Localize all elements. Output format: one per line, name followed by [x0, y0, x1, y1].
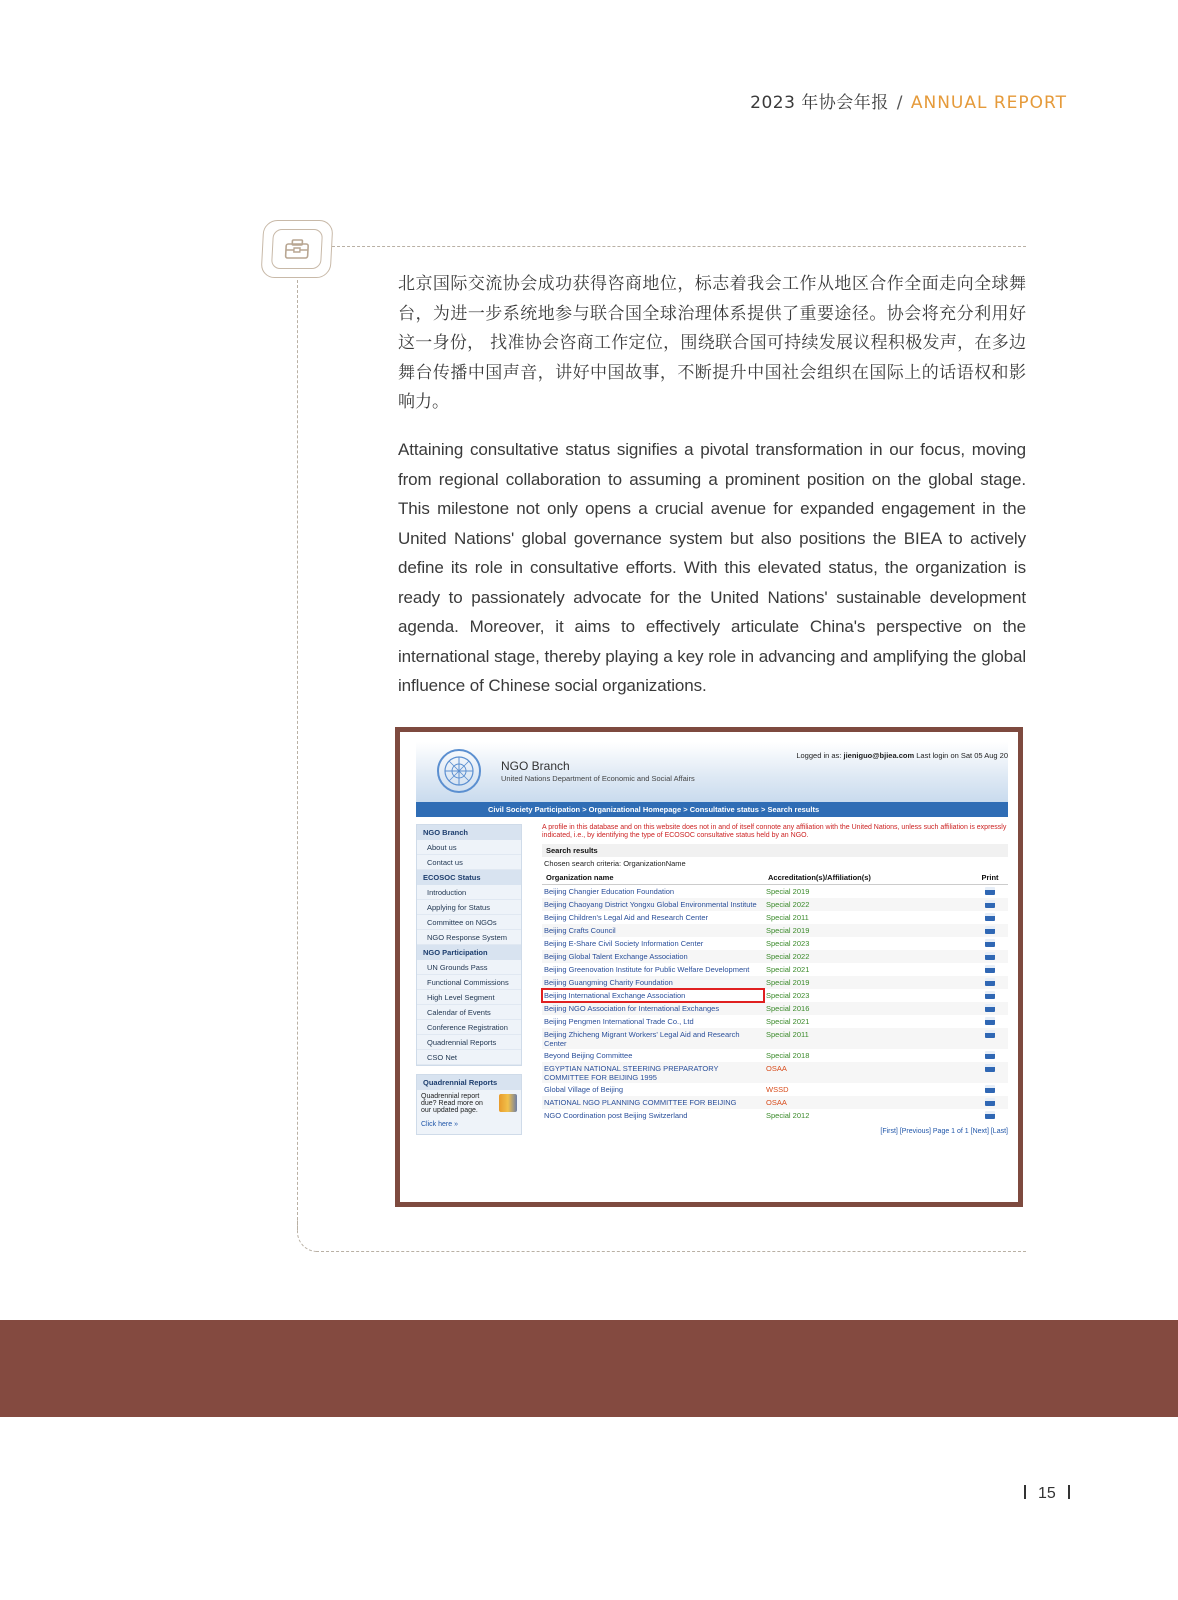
dashed-divider-bottom — [316, 1251, 1026, 1252]
organization-name-link[interactable]: Beijing Children's Legal Aid and Research Center — [544, 912, 709, 922]
print-cell — [972, 1062, 1008, 1083]
accreditation-value: WSSD — [766, 1084, 789, 1094]
report-header — [750, 88, 1067, 113]
printer-icon[interactable] — [985, 1064, 995, 1072]
printer-icon[interactable] — [985, 900, 995, 908]
sidebar-item-functional-commissions[interactable]: Functional Commissions — [417, 975, 521, 990]
results-header-row — [542, 871, 1008, 885]
sidebar-item-high-level[interactable]: High Level Segment — [417, 990, 521, 1005]
page-bar-left — [1024, 1485, 1026, 1499]
sidebar-item-response-system[interactable]: NGO Response System — [417, 930, 521, 945]
print-cell — [972, 885, 1008, 899]
ngo-branch-subtitle: United Nations Department of Economic and Social Affairs — [501, 774, 695, 783]
header-cn-title: 2023 年协会年报 — [750, 93, 889, 113]
printer-icon[interactable] — [985, 991, 995, 999]
section-badge — [260, 220, 333, 278]
table-row — [542, 1049, 1008, 1062]
dashed-divider-left — [297, 280, 298, 1230]
print-cell — [972, 1083, 1008, 1096]
print-cell — [972, 898, 1008, 911]
table-row — [542, 950, 1008, 963]
table-row — [542, 937, 1008, 950]
table-row — [542, 885, 1008, 899]
sidebar-item-applying[interactable]: Applying for Status — [417, 900, 521, 915]
sidebar-item-grounds-pass[interactable]: UN Grounds Pass — [417, 960, 521, 975]
organization-name-link[interactable]: Beijing International Exchange Association — [542, 989, 764, 1002]
printer-icon[interactable] — [985, 1004, 995, 1012]
pagination[interactable]: [First] [Previous] Page 1 of 1 [Next] [Last] — [880, 1128, 1008, 1135]
table-row — [542, 963, 1008, 976]
organization-name-link[interactable]: Beijing Changier Education Foundation — [544, 886, 675, 896]
accreditation-value: Special 2021 — [766, 964, 810, 974]
login-suffix: Last login on Sat 05 Aug 20 — [916, 751, 1008, 760]
table-row — [542, 976, 1008, 989]
sidebar-item-contact-us[interactable]: Contact us — [417, 855, 521, 870]
quadrennial-text-block — [417, 1090, 521, 1119]
accreditation-value: Special 2019 — [766, 886, 810, 896]
accreditation-value: Special 2023 — [766, 990, 810, 1000]
disclaimer-text: A profile in this database and on this website does not in and of itself connote any affiliation with the United Nations, unless such affiliation is expressly indicated, i.e., by identifying the type of ECOSOC consultative status held by an NGO. — [542, 824, 1007, 839]
sidebar-item-cso-net[interactable]: CSO Net — [417, 1050, 521, 1065]
results-body — [542, 885, 1008, 1123]
print-cell — [972, 937, 1008, 950]
table-row — [542, 1062, 1008, 1083]
organization-name-link[interactable]: Beijing Pengmen International Trade Co., Ltd — [544, 1016, 694, 1026]
login-info — [796, 751, 1008, 760]
accreditation-value: OSAA — [764, 1062, 972, 1083]
column-organization-name[interactable]: Organization name — [542, 871, 764, 885]
printer-icon[interactable] — [985, 913, 995, 921]
table-row — [542, 1083, 1008, 1096]
table-row — [542, 911, 1008, 924]
chinese-paragraph: 北京国际交流协会成功获得咨商地位，标志着我会工作从地区合作全面走向全球舞台，为进一步系统地参与联合国全球治理体系提供了重要途径。协会将充分利用好这一身份， 找准协会咨商工作定位，围绕联合国可持续发展议程积极发声，在多边舞台传播中国声音，讲好中国故事，不断提升中国社会组织在国际上的话语权和影响力。 — [398, 274, 1026, 412]
table-row — [542, 1109, 1008, 1122]
table-row — [542, 898, 1008, 911]
quadrennial-head: Quadrennial Reports — [417, 1075, 521, 1090]
organization-name-link[interactable]: NGO Coordination post Beijing Switzerland — [544, 1110, 688, 1120]
decorative-band — [0, 1320, 1178, 1417]
accreditation-value: Special 2023 — [766, 938, 810, 948]
un-emblem-icon — [436, 748, 482, 794]
print-cell — [972, 1096, 1008, 1109]
table-row — [542, 1028, 1008, 1049]
login-user[interactable]: jieniguo@bjiea.com — [843, 751, 915, 760]
printer-icon[interactable] — [985, 978, 995, 986]
ngo-banner — [416, 742, 1008, 802]
print-cell — [972, 950, 1008, 963]
organization-name-link[interactable]: Beijing NGO Association for International Exchanges — [542, 1002, 764, 1015]
dashed-divider-top — [332, 246, 1026, 247]
print-cell — [972, 1049, 1008, 1062]
organization-name-link[interactable]: Beyond Beijing Committee — [544, 1050, 633, 1060]
printer-icon[interactable] — [985, 939, 995, 947]
accreditation-value: Special 2012 — [766, 1110, 810, 1120]
screenshot-content — [416, 742, 1008, 1192]
printer-icon[interactable] — [985, 1030, 995, 1038]
printer-icon[interactable] — [985, 952, 995, 960]
accreditation-value: OSAA — [764, 1096, 972, 1109]
organization-name-link[interactable]: Beijing Greenovation Institute for Public Welfare Development — [544, 964, 750, 974]
accreditation-value: Special 2011 — [766, 912, 809, 922]
printer-icon[interactable] — [985, 1111, 995, 1119]
organization-name-link[interactable]: Global Village of Beijing — [544, 1084, 624, 1094]
printer-icon[interactable] — [985, 965, 995, 973]
header-slash: / — [896, 93, 903, 113]
search-results-panel — [542, 824, 1008, 1135]
organization-name-link[interactable]: NATIONAL NGO PLANNING COMMITTEE FOR BEIJING — [542, 1096, 764, 1109]
printer-icon[interactable] — [985, 887, 995, 895]
page-number: 15 — [1038, 1485, 1056, 1502]
accreditation-value: Special 2011 — [764, 1028, 972, 1049]
organization-name-link[interactable]: Beijing Zhicheng Migrant Workers' Legal Aid and Research Center — [542, 1028, 764, 1049]
organization-name-link[interactable]: Beijing Chaoyang District Yongxu Global Environmental Institute — [542, 898, 764, 911]
table-row — [542, 924, 1008, 937]
accreditation-value: Special 2016 — [764, 1002, 972, 1015]
accreditation-value: Special 2021 — [766, 1016, 810, 1026]
header-en-title: ANNUAL REPORT — [910, 93, 1067, 113]
organization-name-link[interactable]: Beijing E-Share Civil Society Information Center — [544, 938, 704, 948]
sidebar-item-committee[interactable]: Committee on NGOs — [417, 915, 521, 930]
page-bar-right — [1068, 1485, 1070, 1499]
print-cell — [972, 976, 1008, 989]
sidebar-head-participation[interactable]: NGO Participation — [417, 945, 521, 960]
sidebar-section-ngo-branch — [416, 824, 522, 1066]
sidebar-item-introduction[interactable]: Introduction — [417, 885, 521, 900]
badge-frame — [271, 229, 323, 269]
breadcrumb[interactable]: Civil Society Participation > Organizational Homepage > Consultative status > Search results — [416, 802, 1008, 817]
print-cell — [972, 1015, 1008, 1028]
sidebar-item-conference[interactable]: Conference Registration — [417, 1020, 521, 1035]
print-cell — [972, 911, 1008, 924]
table-row — [542, 1002, 1008, 1015]
page-number-block — [1012, 1485, 1082, 1503]
quadrennial-text: Quadrennial report due? Read more on our updated page. — [421, 1093, 483, 1114]
sidebar-item-about-us[interactable]: About us — [417, 840, 521, 855]
sidebar-item-quadrennial[interactable]: Quadrennial Reports — [417, 1035, 521, 1050]
column-print: Print — [972, 871, 1008, 885]
print-cell — [972, 1109, 1008, 1122]
accreditation-value: Special 2019 — [764, 924, 972, 937]
print-cell — [972, 989, 1008, 1002]
table-row — [542, 1096, 1008, 1109]
search-results-heading: Search results — [542, 844, 1008, 857]
ngo-branch-screenshot — [395, 727, 1023, 1207]
print-cell — [972, 1002, 1008, 1015]
login-prefix: Logged in as: — [796, 751, 842, 760]
print-cell — [972, 1028, 1008, 1049]
accreditation-value: Special 2022 — [764, 898, 972, 911]
printer-icon[interactable] — [985, 926, 995, 934]
briefcase-icon — [282, 237, 311, 261]
printer-icon[interactable] — [985, 1085, 995, 1093]
sidebar-item-calendar[interactable]: Calendar of Events — [417, 1005, 521, 1020]
print-cell — [972, 924, 1008, 937]
organization-name-link[interactable]: Beijing Guangming Charity Foundation — [542, 976, 764, 989]
print-cell — [972, 963, 1008, 976]
ngo-sidebar — [416, 824, 522, 1143]
results-table — [542, 871, 1008, 1122]
accreditation-value: Special 2018 — [766, 1050, 810, 1060]
organization-name-link[interactable]: EGYPTIAN NATIONAL STEERING PREPARATORY COMMITTEE FOR BEIJING 1995 — [542, 1062, 764, 1083]
ngo-branch-title: NGO Branch — [501, 759, 570, 773]
book-icon — [499, 1094, 517, 1112]
search-criteria: Chosen search criteria: OrganizationName — [544, 859, 686, 868]
column-accreditation[interactable]: Accreditation(s)/Affiliation(s) — [764, 871, 972, 885]
english-paragraph: Attaining consultative status signifies a pivotal transformation in our focus, moving from regional collaboration to assuming a prominent position on the global stage. This milestone not only opens a crucial avenue for expanded engagement in the United Nations' global governance system but also positions the BIEA to actively define its role in consultative efforts. With this elevated status, the organization is ready to passionately advocate for the United Nations' sustainable development agenda. Moreover, it aims to effectively articulate China's perspective on the international stage, thereby playing a key role in advancing and amplifying the global influence of Chinese social organizations. — [398, 440, 1026, 695]
printer-icon[interactable] — [985, 1017, 995, 1025]
dashed-corner — [297, 1218, 317, 1252]
accreditation-value: Special 2019 — [764, 976, 972, 989]
table-row — [542, 989, 1008, 1002]
organization-name-link[interactable]: Beijing Crafts Council — [542, 924, 764, 937]
sidebar-head-ngo-branch[interactable]: NGO Branch — [417, 825, 521, 840]
printer-icon[interactable] — [985, 1051, 995, 1059]
table-row — [542, 1015, 1008, 1028]
sidebar-quadrennial-box — [416, 1074, 522, 1135]
accreditation-value: Special 2022 — [764, 950, 972, 963]
organization-name-link[interactable]: Beijing Global Talent Exchange Association — [542, 950, 764, 963]
sidebar-head-ecosoc[interactable]: ECOSOC Status — [417, 870, 521, 885]
printer-icon[interactable] — [985, 1098, 995, 1106]
click-here-link[interactable]: Click here » — [421, 1121, 458, 1128]
